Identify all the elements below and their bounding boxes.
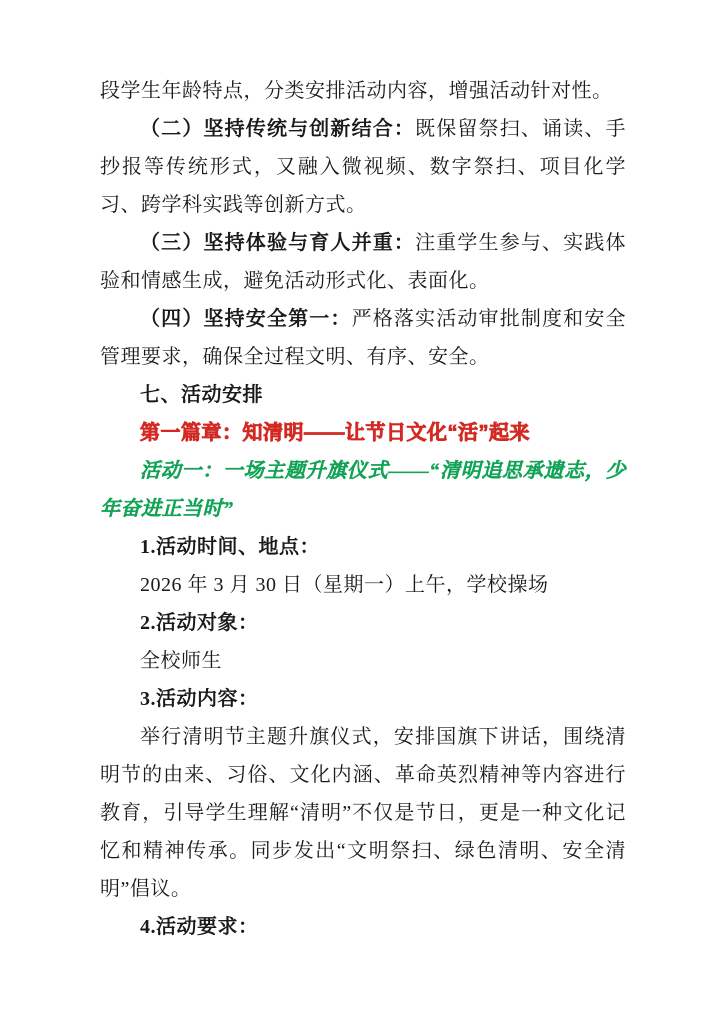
detail-time-location: 2026 年 3 月 30 日（星期一）上午，学校操场 bbox=[140, 574, 549, 596]
numbered-heading-3: 3.活动内容： bbox=[140, 688, 259, 710]
principle-lead: （三）坚持体验与育人并重： bbox=[140, 232, 416, 254]
document-body bbox=[100, 72, 626, 946]
principle-paragraph-2 bbox=[100, 110, 626, 224]
detail-audience: 全校师生 bbox=[140, 650, 222, 672]
activity-title: 活动一：一场主题升旗仪式——“清明追思承遗志，少年奋进正当时” bbox=[100, 460, 626, 520]
principle-text: 注重学生参与、实践体验和情感生成，避免活动形式化、表面化。 bbox=[100, 232, 627, 292]
principle-paragraph-3 bbox=[100, 224, 626, 300]
body-paragraph-continuation: 段学生年龄特点，分类安排活动内容，增强活动针对性。 bbox=[100, 80, 613, 102]
content-paragraph: 举行清明节主题升旗仪式，安排国旗下讲话，围绕清明节的由来、习俗、文化内涵、革命英烈精神等内容进行教育，引导学生理解“清明”不仅是节日，更是一种文化记忆和精神传承。同步发出“文明祭扫、绿色清明、安全清明”倡议。 bbox=[100, 726, 626, 900]
principle-text: 既保留祭扫、诵读、手抄报等传统形式，又融入微视频、数字祭扫、项目化学习、跨学科实践等创新方式。 bbox=[100, 118, 627, 216]
numbered-heading-1: 1.活动时间、地点： bbox=[140, 536, 320, 558]
section-heading: 七、活动安排 bbox=[140, 384, 263, 406]
principle-lead: （二）坚持传统与创新结合： bbox=[140, 118, 416, 140]
principle-paragraph-4 bbox=[100, 300, 626, 376]
chapter-title: 第一篇章：知清明——让节日文化“活”起来 bbox=[140, 422, 530, 444]
numbered-heading-4: 4.活动要求： bbox=[140, 916, 259, 938]
principle-text: 严格落实活动审批制度和安全管理要求，确保全过程文明、有序、安全。 bbox=[100, 308, 627, 368]
numbered-heading-2: 2.活动对象： bbox=[140, 612, 259, 634]
principle-lead: （四）坚持安全第一： bbox=[140, 308, 352, 330]
